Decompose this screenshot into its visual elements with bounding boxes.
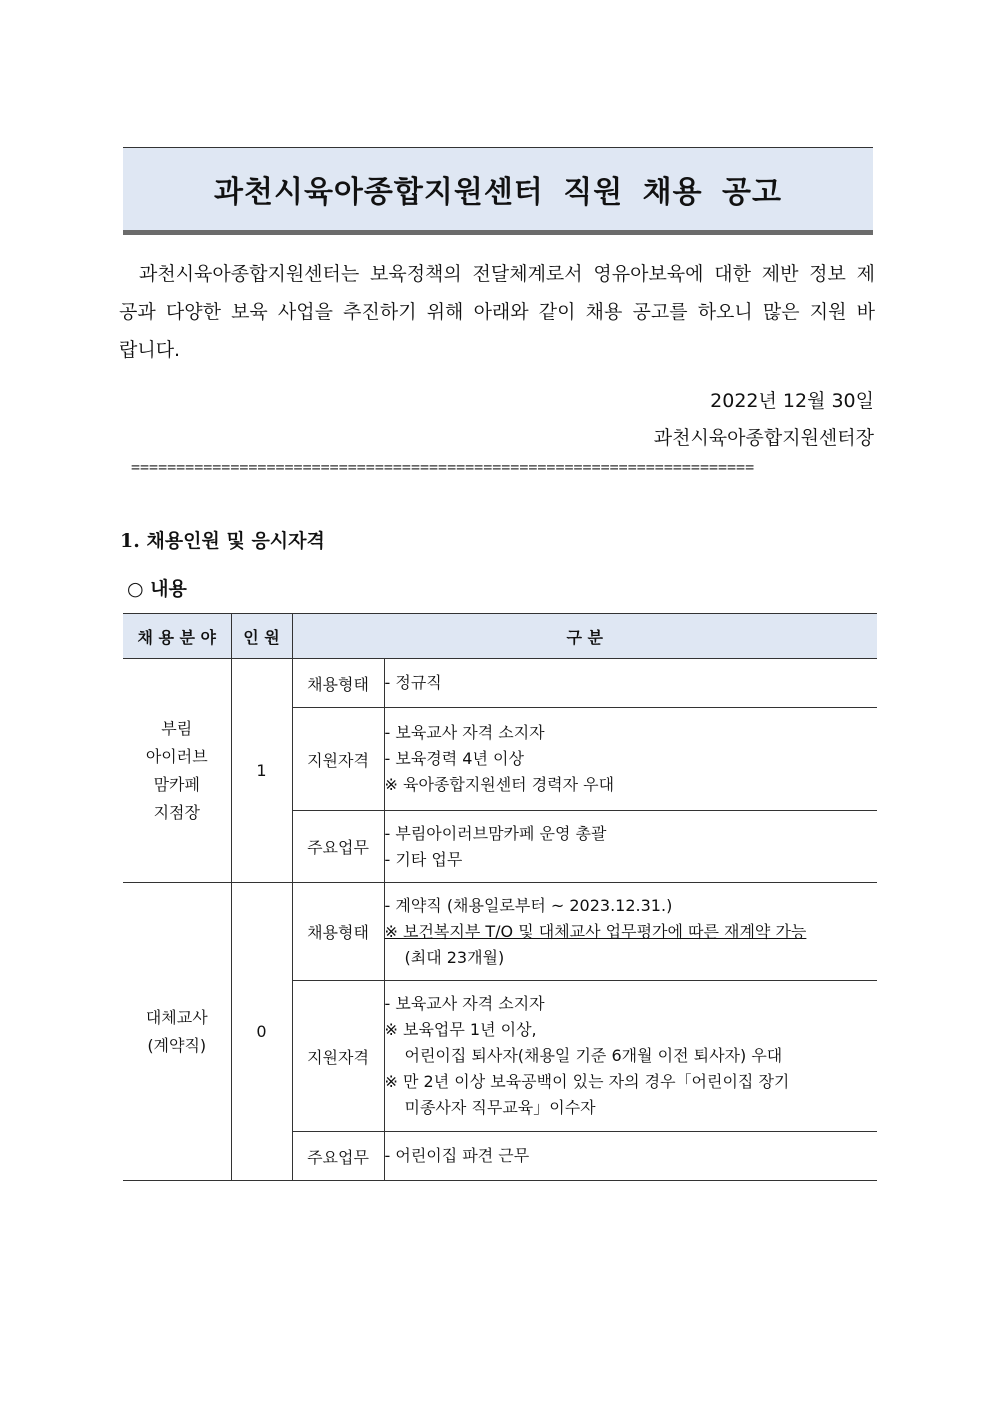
detail-line: - 기타 업무 [384, 849, 463, 869]
detail-line: - 어린이집 파견 근무 [384, 1146, 530, 1165]
detail-line: - 보육교사 자격 소지자 [384, 994, 545, 1013]
detail-line: 미종사자 직무교육」이수자 [404, 1098, 596, 1117]
item-label: 주요업무 [292, 1132, 384, 1181]
notice-signature: 과천시육아종합지원센터장 [653, 427, 874, 449]
table-row [123, 883, 877, 981]
item-label: 지원자격 [292, 981, 384, 1132]
recruit-table [123, 613, 877, 1181]
detail-line: ※ 육아종합지원센터 경력자 우대 [384, 775, 615, 794]
title-box [123, 147, 873, 235]
count-cell: 1 [231, 659, 292, 883]
field-cell [123, 659, 231, 883]
intro-text: 과천시육아종합지원센터는 보육정책의 전달체계로서 영유아보육에 대한 제반 정보 제공과 다양한 보육 사업을 추진하기 위해 아래와 같이 채용 공고를 하오니 많은 지원 바랍니다. [119, 263, 875, 361]
table-row [123, 659, 877, 708]
detail-line: (최대 23개월) [404, 947, 505, 967]
header-category: 구 분 [292, 614, 877, 659]
field-line: 맘카페 [153, 774, 200, 794]
detail-line: - 보육교사 자격 소지자 [384, 723, 545, 742]
table-header-row [123, 614, 877, 659]
detail-line: - 정규직 [384, 673, 442, 692]
intro-paragraph [119, 255, 875, 369]
item-label: 주요업무 [292, 811, 384, 883]
item-detail [384, 883, 877, 981]
item-label: 채용형태 [292, 659, 384, 708]
item-label: 채용형태 [292, 883, 384, 981]
notice-date: 2022년 12월 30일 [710, 390, 874, 412]
header-count: 인 원 [231, 614, 292, 659]
detail-line: ※ 만 2년 이상 보육공백이 있는 자의 경우「어린이집 장기 [384, 1072, 790, 1091]
section-heading: 1. 채용인원 및 응시자격 [120, 530, 325, 552]
field-line: 아이러브 [145, 746, 208, 766]
detail-line: 어린이집 퇴사자(채용일 기준 6개월 이전 퇴사자) 우대 [404, 1046, 783, 1065]
field-line: 지점장 [153, 802, 200, 822]
item-detail [384, 708, 877, 811]
item-label: 지원자격 [292, 708, 384, 811]
page-title: 과천시육아종합지원센터 직원 채용 공고 [214, 175, 782, 210]
divider-line: ===================================================================== [131, 458, 755, 476]
item-detail [384, 811, 877, 883]
detail-line: ※ 보건복지부 T/O 및 대체교사 업무평가에 따른 재계약 가능 [384, 921, 807, 941]
item-detail [384, 659, 877, 708]
field-line: 대체교사 [145, 1007, 208, 1027]
detail-line: - 부림아이러브맘카페 운영 총괄 [384, 823, 607, 843]
section-subheading: ○ 내용 [127, 578, 187, 600]
item-detail [384, 981, 877, 1132]
detail-line: ※ 보육업무 1년 이상, [384, 1020, 537, 1039]
item-detail [384, 1132, 877, 1181]
header-field: 채 용 분 야 [123, 614, 231, 659]
count-cell: 0 [231, 883, 292, 1181]
detail-line: - 보육경력 4년 이상 [384, 749, 524, 768]
field-line: 부림 [161, 718, 193, 738]
detail-line: - 계약직 (채용일로부터 ~ 2023.12.31.) [384, 895, 673, 915]
field-line: (계약직) [147, 1035, 207, 1055]
field-cell [123, 883, 231, 1181]
